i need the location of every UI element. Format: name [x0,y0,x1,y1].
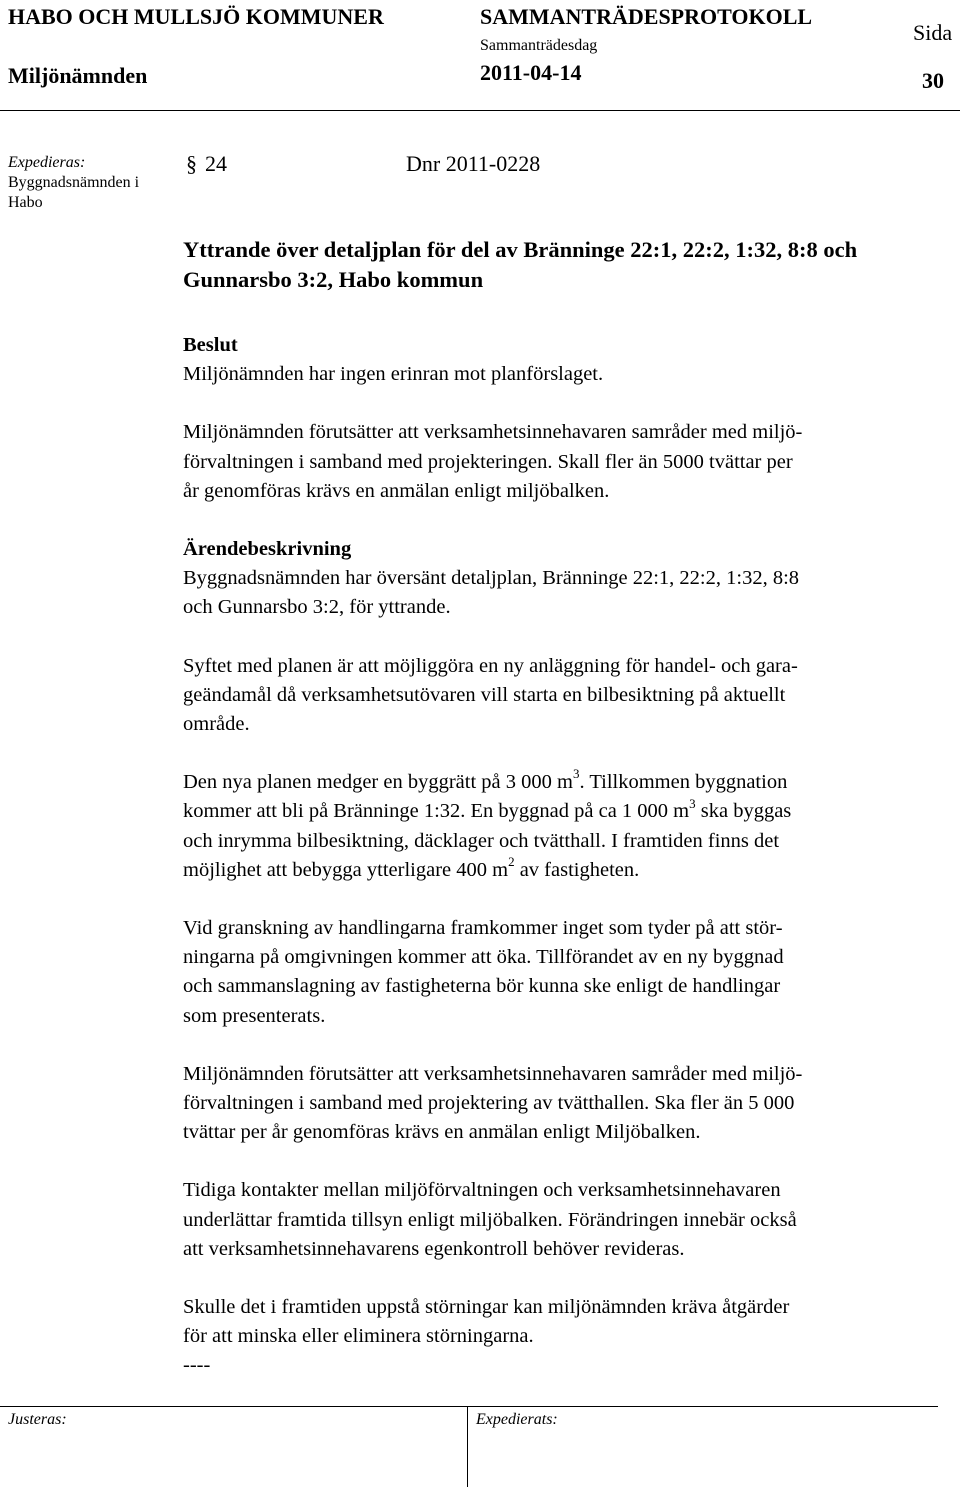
superscript: 3 [572,766,580,782]
beslut-p2-l3: år genomföras krävs en anmälan enligt miljöbalken. [183,479,610,502]
arende-p3-l3: och inrymma bilbesiktning, däcklager och tvätthall. I framtiden finns det [183,829,780,852]
arende-p1-l2: och Gunnarsbo 3:2, för yttrande. [183,596,451,619]
paragraph-number: 24 [205,151,227,176]
item-title: Yttrande över detaljplan för del av Bränninge 22:1, 22:2, 1:32, 8:8 och Gunnarsbo 3:2, Habo kommun [183,237,858,292]
beslut-p2-l1: Miljönämnden förutsätter att verksamhetsinnehavaren samråder med miljö- [183,421,803,444]
arende-p2-l2: geändamål då verksamhetsutövaren vill starta en bilbesiktning på aktuellt [183,683,786,706]
arende-p3-l4: möjlighet att bebygga ytterligare 400 $m^2$ av fastigheten. [183,854,640,881]
arende-p6-l2: underlättar framtida tillsyn enligt miljöbalken. Förändringen innebär också [183,1208,797,1231]
superscript: 3 [689,795,696,811]
arende-p7-l2: för att minska eller eliminera störningarna. [183,1325,534,1348]
paragraph-symbol: § [186,151,197,176]
arende-p2-l3: område. [183,713,250,736]
arende-p4-l2: ningarna på omgivningen kommer att öka. Tillförandet av en ny byggnad [183,946,784,969]
arende-p4-l4: som presenterats. [183,1004,326,1027]
arende-p6-l1: Tidiga kontakter mellan miljöförvaltningen och verksamhetsinnehavaren [183,1179,781,1202]
committee-name: Miljönämnden [8,63,148,88]
arende-p5-l3: tvättar per år genomföras krävs en anmälan enligt Miljöbalken. [183,1121,701,1144]
beslut-p2-l2: förvaltningen i samband med projekteringen. Skall fler än 5000 tvättar per [183,450,793,473]
arende-p4-l1: Vid granskning av handlingarna framkommer inget som tyder på att stör- [183,917,783,940]
arende-p4-l3: och sammanslagning av fastigheterna bör kunna ske enligt de handlingar [183,975,781,998]
header-divider [0,110,960,111]
diary-number: Dnr 2011-0228 [406,151,541,176]
arende-p6-l3: att verksamhetsinnehavarens egenkontroll behöver revideras. [183,1237,685,1260]
meeting-date: 2011-04-14 [480,60,582,85]
beslut-p1: Miljönämnden har ingen erinran mot planförslaget. [183,363,604,386]
superscript: 2 [508,854,515,870]
document-type: SAMMANTRÄDESPROTOKOLL [480,4,813,29]
expedierats-label: Expedierats: [476,1411,558,1428]
arende-p7-l1: Skulle det i framtiden uppstå störningar kan miljönämnden kräva åtgärder [183,1296,790,1319]
arende-p5-l2: förvaltningen i samband med projektering av tvätthallen. Ska fler än 5 000 [183,1092,795,1115]
recipient-line-2: Habo [8,194,43,211]
arende-p5-l1: Miljönämnden förutsätter att verksamhetsinnehavaren samråder med miljö- [183,1062,803,1085]
margin-expedieras [8,153,139,213]
page-label: Sida [913,20,953,45]
recipient-line-1: Byggnadsnämnden i [8,174,140,191]
arende-p3-l2: kommer att bli på Bränninge 1:32. En byggnad på ca 1 000 $m^3$ ska byggas [183,795,792,823]
arende-heading: Ärendebeskrivning [183,538,352,561]
arende-p2-l1: Syftet med planen är att möjliggöra en ny anläggning för handel- och gara- [183,654,798,677]
document-body [183,331,955,1381]
arende-p3-l1: Den nya planen medger en byggrätt på 3 000 $m^3$. Tillkommen byggnation [183,766,788,794]
org-name: HABO OCH MULLSJÖ KOMMUNER [8,4,384,29]
arende-p1-l1: Byggnadsnämnden har översänt detaljplan, Bränninge 22:1, 22:2, 1:32, 8:8 [183,567,800,590]
footer-rule-left [0,1406,467,1407]
expedieras-label: Expedieras: [8,154,86,171]
justeras-label: Justeras: [8,1411,67,1428]
beslut-heading: Beslut [183,334,238,356]
footer-rule-right [467,1406,938,1407]
page-number: 30 [922,68,944,93]
end-mark: ---- [183,1354,211,1377]
footer-divider [467,1406,468,1487]
meeting-date-label: Sammanträdesdag [480,37,598,54]
